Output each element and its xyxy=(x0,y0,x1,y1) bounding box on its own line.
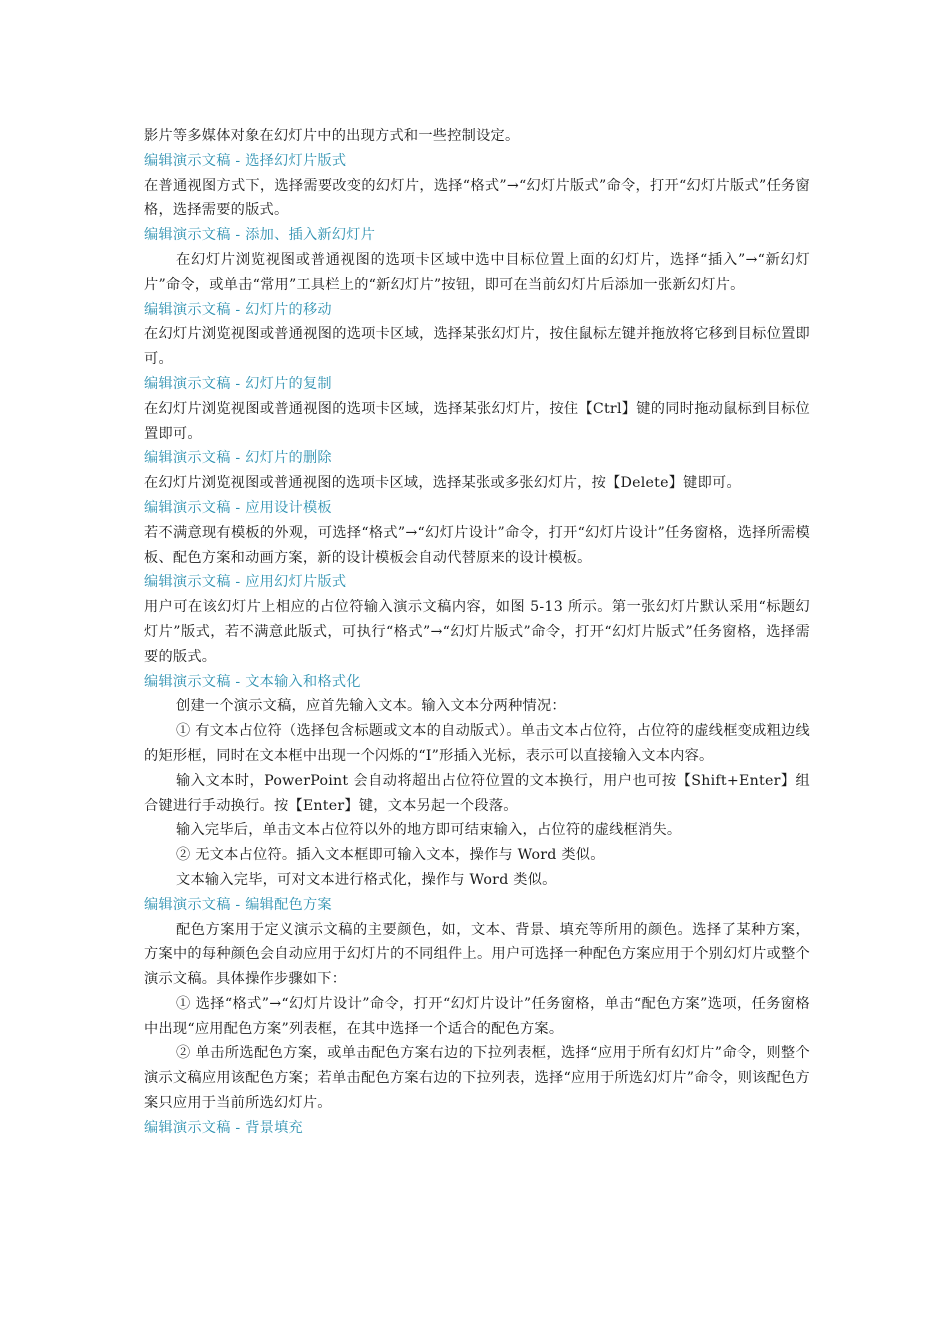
list-item-paragraph: ② 单击所选配色方案，或单击配色方案右边的下拉列表框，选择“应用于所有幻灯片”命令，则整个演示文稿应用该配色方案；若单击配色方案右边的下拉列表，选择“应用于所选幻灯片”命令，则该配色方案只应用于当前所选幻灯片。 xyxy=(144,1045,810,1112)
paragraph: 输入文本时，PowerPoint 会自动将超出占位符位置的文本换行，用户也可按【Shift+Enter】组合键进行手动换行。按【Enter】键，文本另起一个段落。 xyxy=(144,772,810,814)
section-heading: 编辑演示文稿 - 幻灯片的复制 xyxy=(144,375,332,392)
paragraph: 用户可在该幻灯片上相应的占位符输入演示文稿内容，如图 5-13 所示。第一张幻灯片默认采用“标题幻灯片”版式，若不满意此版式，可执行“格式”→“幻灯片版式”命令，打开“幻灯片版式”任务窗格，选择需要的版式。 xyxy=(144,599,810,665)
paragraph: 影片等多媒体对象在幻灯片中的出现方式和一些控制设定。 xyxy=(144,128,520,144)
paragraph: 在普通视图方式下，选择需要改变的幻灯片，选择“格式”→“幻灯片版式”命令，打开“幻灯片版式”任务窗格，选择需要的版式。 xyxy=(144,177,810,219)
list-item-paragraph: ② 无文本占位符。插入文本框即可输入文本，操作与 Word 类似。 xyxy=(176,847,605,864)
paragraph: 在幻灯片浏览视图或普通视图的选项卡区域，选择某张幻灯片，按住【Ctrl】键的同时拖动鼠标到目标位置即可。 xyxy=(144,400,810,442)
section-heading: 编辑演示文稿 - 选择幻灯片版式 xyxy=(144,152,347,169)
paragraph: 输入完毕后，单击文本占位符以外的地方即可结束输入，占位符的虚线框消失。 xyxy=(176,822,682,839)
section-heading: 编辑演示文稿 - 编辑配色方案 xyxy=(144,896,332,913)
section-heading: 编辑演示文稿 - 幻灯片的移动 xyxy=(144,301,332,318)
list-item-paragraph: ① 选择“格式”→“幻灯片设计”命令，打开“幻灯片设计”任务窗格，单击“配色方案”选项，任务窗格中出现“应用配色方案”列表框，在其中选择一个适合的配色方案。 xyxy=(144,995,810,1037)
paragraph: 文本输入完毕，可对文本进行格式化，操作与 Word 类似。 xyxy=(176,871,557,888)
paragraph: 在幻灯片浏览视图或普通视图的选项卡区域，选择某张或多张幻灯片，按【Delete】键即可。 xyxy=(144,475,741,492)
list-item-paragraph: ① 有文本占位符（选择包含标题或文本的自动版式）。单击文本占位符，占位符的虚线框变成粗边线的矩形框，同时在文本框中出现一个闪烁的“I”形插入光标，表示可以直接输入文本内容。 xyxy=(144,723,810,764)
section-heading: 编辑演示文稿 - 应用幻灯片版式 xyxy=(144,574,347,591)
paragraph: 配色方案用于定义演示文稿的主要颜色，如，文本、背景、填充等所用的颜色。选择了某种方案，方案中的每种颜色会自动应用于幻灯片的不同组件上。用户可选择一种配色方案应用于个别幻灯片或整个演示文稿。具体操作步骤如下： xyxy=(144,921,810,988)
paragraph: 在幻灯片浏览视图或普通视图的选项卡区域，选择某张幻灯片，按住鼠标左键并拖放将它移到目标位置即可。 xyxy=(144,326,810,368)
section-heading: 编辑演示文稿 - 添加、插入新幻灯片 xyxy=(144,227,376,244)
paragraph: 在幻灯片浏览视图或普通视图的选项卡区域中选中目标位置上面的幻灯片，选择“插入”→“新幻灯片”命令，或单击“常用”工具栏上的“新幻灯片”按钮，即可在当前幻灯片后添加一张新幻灯片。 xyxy=(144,251,810,293)
section-heading: 编辑演示文稿 - 背景填充 xyxy=(144,1119,303,1136)
document-body xyxy=(144,124,810,1141)
section-heading: 编辑演示文稿 - 应用设计模板 xyxy=(144,499,332,516)
section-heading: 编辑演示文稿 - 文本输入和格式化 xyxy=(144,673,361,690)
section-heading: 编辑演示文稿 - 幻灯片的删除 xyxy=(144,450,332,467)
paragraph: 若不满意现有模板的外观，可选择“格式”→“幻灯片设计”命令，打开“幻灯片设计”任务窗格，选择所需模板、配色方案和动画方案，新的设计模板会自动代替原来的设计模板。 xyxy=(144,524,810,566)
paragraph: 创建一个演示文稿，应首先输入文本。输入文本分两种情况： xyxy=(176,698,566,715)
